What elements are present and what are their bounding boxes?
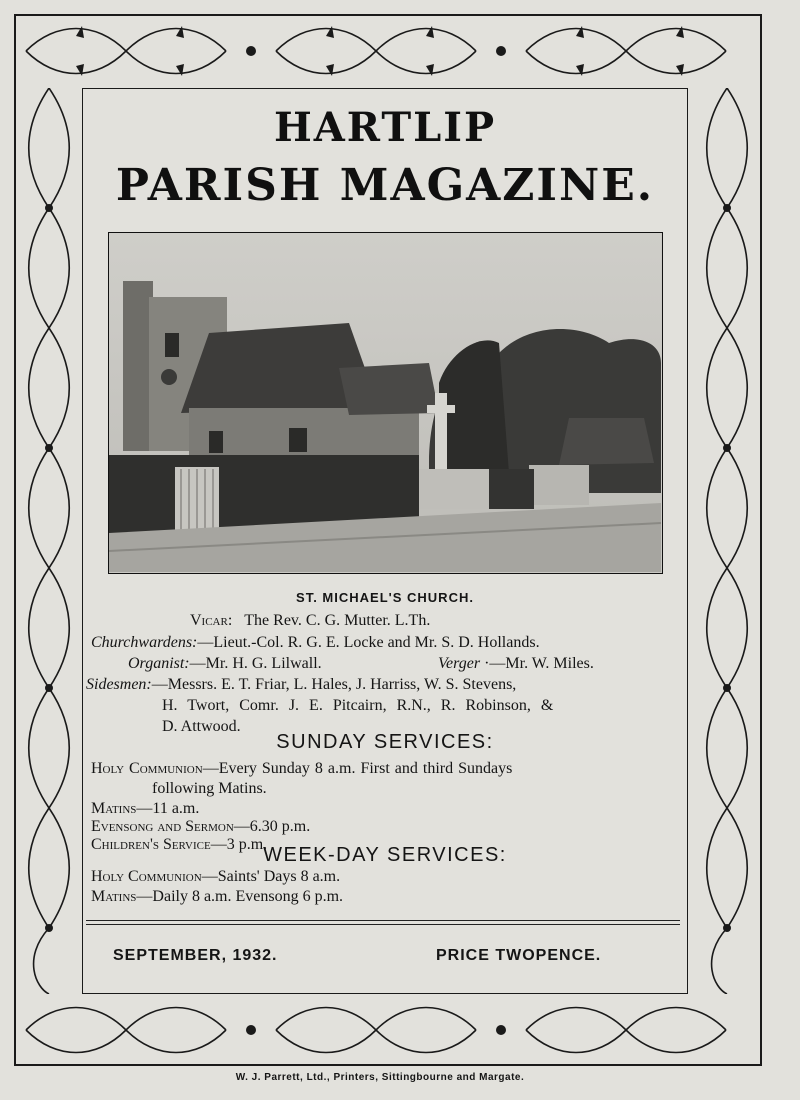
right-ornament [694,88,760,994]
weekday-holy-communion-times: —Saints' Days 8 a.m. [201,868,341,885]
left-ornament [16,88,82,994]
weekday-services-heading: WEEK-DAY SERVICES: [263,844,507,866]
evensong-time: —6.30 p.m. [233,818,311,835]
weekday-holy-communion-label: Holy Communion [91,868,202,885]
childrens-service-label: Children's Service [91,836,211,853]
price: PRICE TWOPENCE. [436,947,602,964]
matins-label: Matins [91,800,137,817]
vicar-name: The Rev. C. G. Mutter. L.Th. [244,612,431,629]
holy-communion-times: —Every Sunday 8 a.m. First and third Sundays [202,760,513,777]
weekday-holy-communion-line [91,868,340,886]
holy-communion-continued: following Matins. [152,780,267,797]
weekday-matins-label: Matins [91,888,137,905]
sunday-holy-communion-line [91,760,512,778]
childrens-service-time: —3 p.m. [210,836,268,853]
sidesmen-line-1 [86,676,516,694]
church-photo [108,232,663,574]
printer-credit: W. J. Parrett, Ltd., Printers, Sittingbourne and Margate. [235,1072,525,1083]
divider-rule-2 [86,924,680,925]
bottom-ornament [16,996,760,1064]
sidesmen-names-3: D. Attwood. [162,718,241,735]
verger-label: Verger [438,655,481,672]
matins-time: —11 a.m. [136,800,200,817]
sunday-services-heading: SUNDAY SERVICES: [276,731,494,753]
magazine-title-line-2: PARISH MAGAZINE. [115,160,655,211]
evensong-line [91,818,310,836]
issue-date: SEPTEMBER, 1932. [113,947,278,964]
evensong-label: Evensong and Sermon [91,818,234,835]
top-ornament [16,16,760,86]
verger-name: ·—Mr. W. Miles. [484,655,594,672]
sidesmen-names-1: —Messrs. E. T. Friar, L. Hales, J. Harriss, W. S. Stevens, [151,676,517,693]
weekday-matins-times: —Daily 8 a.m. Evensong 6 p.m. [136,888,344,905]
churchwardens-line [91,634,540,652]
organist-line [128,655,322,673]
sunday-matins-line [91,800,199,818]
sidesmen-label: Sidesmen: [86,676,152,693]
divider-rule-1 [86,920,680,921]
organist-label: Organist: [128,655,190,672]
magazine-title-line-1: HARTLIP [273,104,497,151]
vicar-line [190,612,430,630]
weekday-matins-line [91,888,343,906]
churchwardens-names: —Lieut.-Col. R. G. E. Locke and Mr. S. D. Hollands. [197,634,540,651]
sidesmen-names-2: H. Twort, Comr. J. E. Pitcairn, R.N., R. Robinson, & [162,697,554,714]
churchwardens-label: Churchwardens: [91,634,198,651]
verger-line [438,655,594,673]
photo-caption: ST. MICHAEL'S CHURCH. [296,590,474,605]
organist-name: —Mr. H. G. Lilwall. [189,655,322,672]
holy-communion-label: Holy Communion [91,760,203,777]
vicar-label: Vicar: [190,612,233,629]
